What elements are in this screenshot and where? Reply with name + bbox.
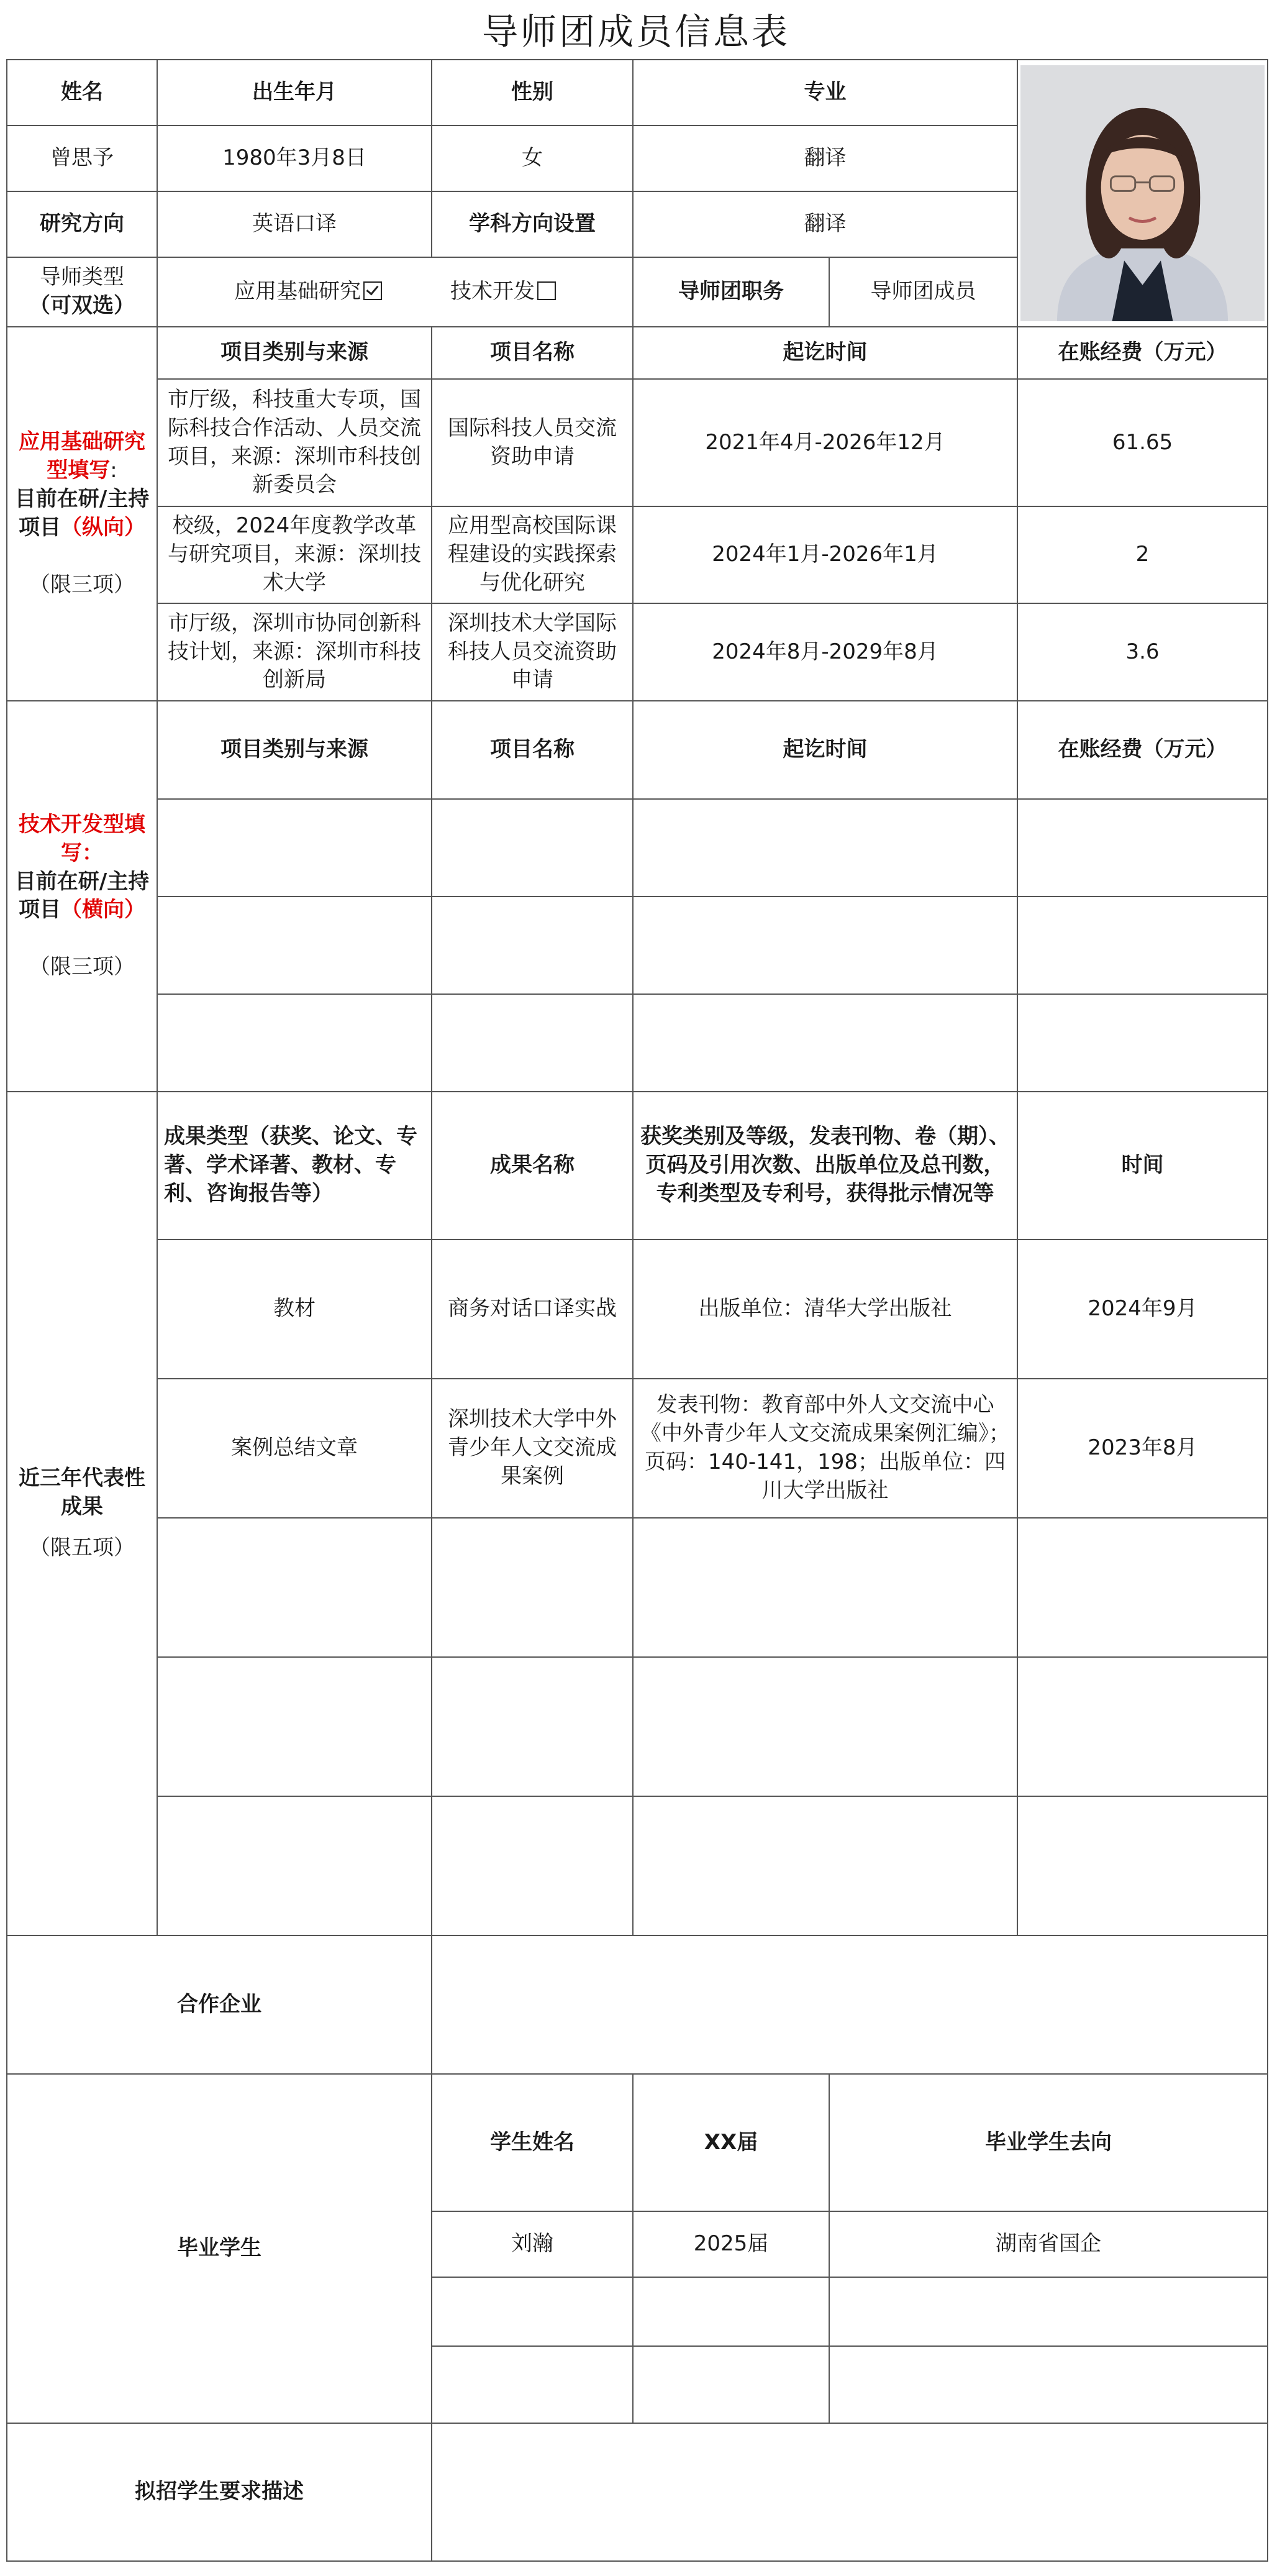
achievements-side-limit: （限五项） (29, 1535, 135, 1560)
label-research: 研究方向 (7, 191, 157, 257)
empty-cell (432, 1518, 633, 1657)
recruit-value[interactable] (432, 2423, 1268, 2561)
page-title: 导师团成员信息表 (481, 11, 790, 53)
empty-cell (1017, 1657, 1268, 1796)
label-gender: 性别 (432, 60, 633, 126)
achievements-side-label (7, 1092, 157, 1935)
table-row (7, 1657, 1268, 1796)
applied-side-text: 目前在研/主持项目 (14, 486, 150, 540)
applied-row2-period: 2024年1月-2026年1月 (633, 506, 1017, 603)
techdev-side-red: 技术开发型填写： (19, 811, 145, 866)
empty-cell (633, 1518, 1017, 1657)
mentor-type-option-applied[interactable]: 应用基础研究 (234, 279, 382, 304)
applied-side-colon: : (110, 458, 117, 483)
mentor-type-options (157, 257, 633, 327)
applied-row3-source: 市厅级，深圳市协同创新科技计划，来源：深圳市科技创新局 (157, 603, 432, 701)
value-research: 英语口译 (157, 191, 432, 257)
empty-cell (1017, 994, 1268, 1092)
achievement-row1-time: 2024年9月 (1017, 1240, 1268, 1379)
empty-cell (432, 1657, 633, 1796)
empty-cell (633, 1796, 1017, 1935)
applied-row2-source: 校级，2024年度教学改革与研究项目，来源：深圳技术大学 (157, 506, 432, 603)
table-row (7, 603, 1268, 701)
empty-cell (157, 1796, 432, 1935)
portrait-image (1020, 65, 1265, 322)
empty-cell (432, 994, 633, 1092)
applied-side-direction: （纵向） (61, 514, 145, 540)
empty-cell (157, 897, 432, 994)
empty-cell (432, 2277, 633, 2346)
applied-row1-source: 市厅级，科技重大专项，国际科技合作活动、人员交流项目，来源：深圳市科技创新委员会 (157, 379, 432, 506)
empty-cell (432, 799, 633, 897)
graduate-row1-name: 刘瀚 (432, 2211, 633, 2277)
graduates-header-class: XX届 (633, 2074, 829, 2211)
value-name: 曾思予 (7, 126, 157, 191)
table-row (7, 799, 1268, 897)
empty-cell (432, 1796, 633, 1935)
achievements-header-time: 时间 (1017, 1092, 1268, 1240)
applied-row3-funds: 3.6 (1017, 603, 1268, 701)
applied-header-funds: 在账经费（万元） (1017, 327, 1268, 379)
applied-row1-period: 2021年4月-2026年12月 (633, 379, 1017, 506)
empty-cell (633, 2277, 829, 2346)
achievement-row1-type: 教材 (157, 1240, 432, 1379)
table-row (7, 379, 1268, 506)
techdev-header-funds: 在账经费（万元） (1017, 701, 1268, 799)
empty-cell (157, 994, 432, 1092)
achievements-side-title: 近三年代表性成果 (19, 1466, 145, 1520)
applied-header-period: 起讫时间 (633, 327, 1017, 379)
empty-cell (633, 799, 1017, 897)
label-major: 专业 (633, 60, 1017, 126)
value-team-role: 导师团成员 (829, 257, 1017, 327)
techdev-header-name: 项目名称 (432, 701, 633, 799)
label-discipline: 学科方向设置 (432, 191, 633, 257)
empty-cell (829, 2346, 1268, 2423)
checked-checkbox-icon[interactable] (363, 281, 382, 300)
achievements-header-details: 获奖类别及等级，发表刊物、卷（期）、页码及引用次数、出版单位及总刊数，专利类型及专利号，获得批示情况等 (633, 1092, 1017, 1240)
techdev-side-limit: （限三项） (29, 954, 135, 980)
achievement-row1-name: 商务对话口译实战 (432, 1240, 633, 1379)
empty-cell (633, 1657, 1017, 1796)
table-row (7, 897, 1268, 994)
empty-cell (829, 2277, 1268, 2346)
partner-label: 合作企业 (7, 1935, 432, 2074)
label-mentor-type (7, 257, 157, 327)
empty-cell (157, 799, 432, 897)
empty-cell (633, 994, 1017, 1092)
profile-photo (1017, 60, 1268, 327)
achievements-header-type: 成果类型（获奖、论文、专著、学术译著、教材、专利、咨询报告等） (157, 1092, 432, 1240)
techdev-side-direction: （横向） (61, 897, 145, 923)
recruit-label: 拟招学生要求描述 (7, 2423, 432, 2561)
table-row (7, 1796, 1268, 1935)
applied-side-red: 应用基础研究型填写 (19, 429, 145, 483)
value-major: 翻译 (633, 126, 1017, 191)
table-row (7, 506, 1268, 603)
table-row (7, 1518, 1268, 1657)
empty-cell (432, 2346, 633, 2423)
applied-row3-period: 2024年8月-2029年8月 (633, 603, 1017, 701)
applied-row1-name: 国际科技人员交流资助申请 (432, 379, 633, 506)
empty-cell (432, 897, 633, 994)
applied-row1-funds: 61.65 (1017, 379, 1268, 506)
graduate-row1-destination: 湖南省国企 (829, 2211, 1268, 2277)
mentor-type-label: 导师类型 (40, 265, 124, 290)
mentor-type-option-techdev[interactable]: 技术开发 (450, 279, 556, 304)
graduate-row1-class: 2025届 (633, 2211, 829, 2277)
achievement-row2-name: 深圳技术大学中外青少年人文交流成果案例 (432, 1379, 633, 1518)
applied-row3-name: 深圳技术大学国际科技人员交流资助申请 (432, 603, 633, 701)
techdev-side-label (7, 701, 157, 1092)
applied-header-name: 项目名称 (432, 327, 633, 379)
partner-value[interactable] (432, 1935, 1268, 2074)
empty-cell (1017, 1518, 1268, 1657)
empty-cell (1017, 897, 1268, 994)
achievements-header-name: 成果名称 (432, 1092, 633, 1240)
graduates-header-name: 学生姓名 (432, 2074, 633, 2211)
achievement-row2-type: 案例总结文章 (157, 1379, 432, 1518)
applied-row2-funds: 2 (1017, 506, 1268, 603)
graduates-header-destination: 毕业学生去向 (829, 2074, 1268, 2211)
table-row (7, 1240, 1268, 1379)
applied-row2-name: 应用型高校国际课程建设的实践探索与优化研究 (432, 506, 633, 603)
empty-cell (1017, 1796, 1268, 1935)
unchecked-checkbox-icon[interactable] (537, 281, 556, 300)
applied-side-limit: （限三项） (29, 572, 135, 597)
value-discipline: 翻译 (633, 191, 1017, 257)
value-gender: 女 (432, 126, 633, 191)
graduates-label: 毕业学生 (7, 2074, 432, 2423)
mentor-type-note: （可双选） (29, 293, 135, 318)
achievement-row1-details: 出版单位：清华大学出版社 (633, 1240, 1017, 1379)
table-row (7, 994, 1268, 1092)
table-row (7, 1379, 1268, 1518)
achievement-row2-time: 2023年8月 (1017, 1379, 1268, 1518)
empty-cell (633, 2346, 829, 2423)
achievement-row2-details: 发表刊物：教育部中外人文交流中心《中外青少年人文交流成果案例汇编》；页码：140-141，198；出版单位：四川大学出版社 (633, 1379, 1017, 1518)
techdev-header-source: 项目类别与来源 (157, 701, 432, 799)
applied-side-label (7, 327, 157, 701)
empty-cell (1017, 799, 1268, 897)
empty-cell (157, 1518, 432, 1657)
empty-cell (157, 1657, 432, 1796)
techdev-side-text: 目前在研/主持项目 (14, 869, 150, 923)
mentor-info-table (6, 59, 1268, 2562)
applied-header-source: 项目类别与来源 (157, 327, 432, 379)
empty-cell (633, 897, 1017, 994)
label-name: 姓名 (7, 60, 157, 126)
label-birth: 出生年月 (157, 60, 432, 126)
value-birth: 1980年3月8日 (157, 126, 432, 191)
techdev-header-period: 起讫时间 (633, 701, 1017, 799)
label-team-role: 导师团职务 (633, 257, 829, 327)
